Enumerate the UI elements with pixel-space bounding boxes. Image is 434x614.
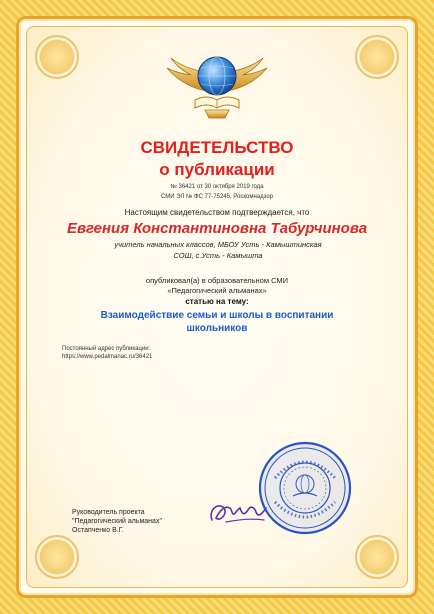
corner-ornament [35, 535, 79, 579]
recipient-name: Евгения Константиновна Табурчинова [66, 220, 368, 237]
confirmation-text: Настоящим свидетельством подтверждается, что [124, 208, 310, 217]
corner-ornament [355, 35, 399, 79]
subject-label: статью на тему: [185, 297, 249, 306]
project-leader [72, 508, 162, 535]
smi-registration: СМИ ЭЛ № ФС 77-75245, Роскомнадзор [160, 194, 274, 200]
recipient-position: учитель начальных классов, МБОУ Усть - Камыштинская СОШ, с.Усть - Камышта [114, 240, 322, 260]
leader-title: Руководитель проекта [72, 509, 145, 516]
corner-ornament [35, 35, 79, 79]
round-stamp [257, 440, 353, 536]
article-topic: Взаимодействие семьи и школы в воспитании школьников [100, 310, 334, 334]
address-label: Постоянный адрес публикации: [62, 346, 151, 352]
corner-ornament [355, 535, 399, 579]
leader-project: "Педагогический альманах" [72, 518, 162, 525]
certificate-subtitle: о публикации [159, 160, 275, 179]
published-text: опубликовал(а) в образовательном СМИ [145, 276, 289, 285]
globe-book-emblem-icon [161, 48, 273, 122]
address-url[interactable]: https://www.pedalmanac.ru/36421 [62, 354, 153, 360]
journal-name: «Педагогический альманах» [167, 286, 267, 295]
certificate-title: СВИДЕТЕЛЬСТВО [140, 138, 294, 157]
certificate-number: № 36421 от 30 октября 2019 года [170, 184, 264, 190]
leader-name: Остапченко В.Г. [72, 527, 124, 534]
